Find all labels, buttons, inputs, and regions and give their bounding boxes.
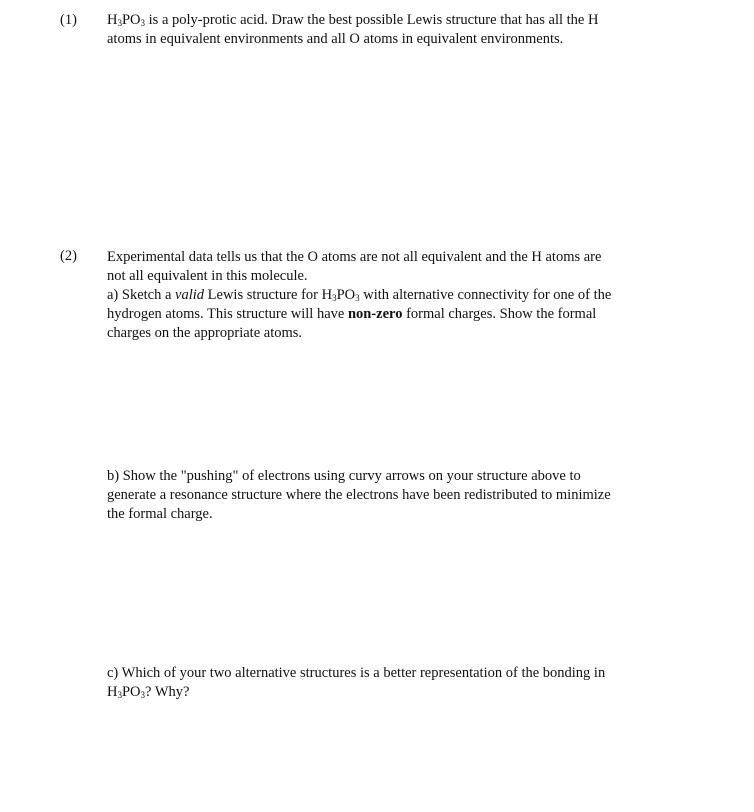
part-b-text (107, 467, 707, 524)
question-2-intro (107, 248, 707, 343)
question-1-line-2: atoms in equivalent environments and all O atoms in equivalent environments. (107, 31, 564, 47)
part-b-line-2: generate a resonance structure where the electrons have been redistributed to minimize (107, 487, 611, 503)
question-2-line-1: Experimental data tells us that the O atoms are not all equivalent and the H atoms are (107, 249, 602, 265)
part-a-line-1: a) Sketch a valid Lewis structure for $H_3PO_3$ with alternative connectivity for one of the (107, 287, 612, 303)
question-1-text (107, 11, 707, 49)
question-2-line-2: not all equivalent in this molecule. (107, 268, 308, 284)
question-2-number: (2) (60, 248, 77, 264)
question-1-line-1: $H_3PO_3$ is a poly-protic acid. Draw the best possible Lewis structure that has all the H (107, 12, 599, 28)
question-1-number: (1) (60, 12, 77, 28)
part-b-line-1: b) Show the "pushing" of electrons using curvy arrows on your structure above to (107, 468, 581, 484)
part-c-line-2: $H_3PO_3$? Why? (107, 684, 190, 700)
part-c-line-1: c) Which of your two alternative structures is a better representation of the bonding in (107, 665, 606, 681)
part-c-text (107, 664, 707, 702)
part-a-line-2: hydrogen atoms. This structure will have non-zero formal charges. Show the formal (107, 306, 597, 322)
part-b-line-3: the formal charge. (107, 506, 213, 522)
part-a-line-3: charges on the appropriate atoms. (107, 325, 303, 341)
